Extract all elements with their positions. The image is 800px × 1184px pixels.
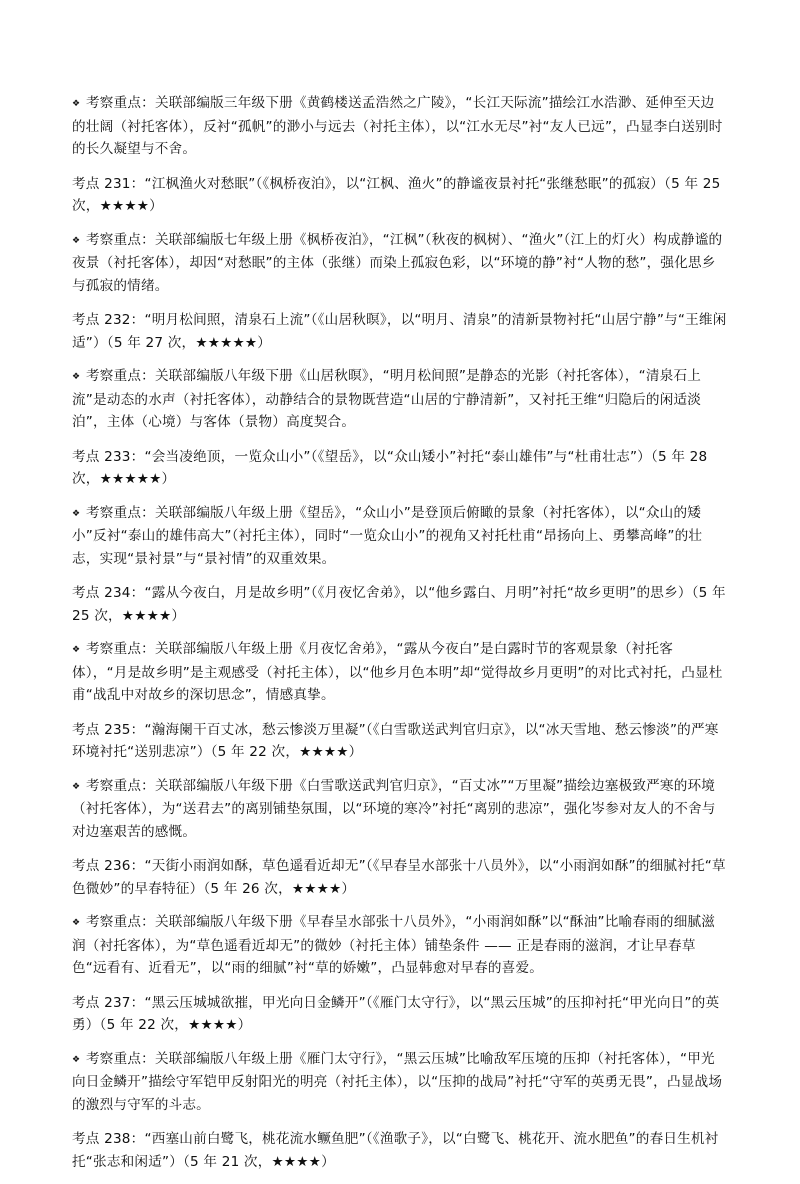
focus-text: 关联部编版三年级下册《黄鹤楼送孟浩然之广陵》，“长江天际流”描绘江水浩渺、延伸至天边的壮阔（衬托客体），反衬“孤帆”的渺小与远去（衬托主体），以“江水无尽”衬“友人已远”，凸显李白送别时的长久凝望与不舍。 xyxy=(72,95,723,157)
exam-point-paragraph xyxy=(72,173,728,218)
exam-point-paragraph xyxy=(72,855,728,900)
focus-label: 考察重点： xyxy=(86,641,155,657)
exam-point-text: “瀚海阑干百丈冰，愁云惨淡万里凝”（《白雪歌送武判官归京》，以“冰天雪地、愁云惨淡”的严寒环境衬托“送别悲凉”）（5 年 22 次，★★★★） xyxy=(72,721,719,760)
diamond-bullet-icon: ❖ xyxy=(72,918,81,928)
focus-label: 考察重点： xyxy=(86,95,155,111)
diamond-bullet-icon: ❖ xyxy=(72,99,81,109)
focus-paragraph xyxy=(72,502,728,571)
exam-point-label: 考点 231： xyxy=(72,175,145,192)
focus-paragraph xyxy=(72,1048,728,1117)
focus-label: 考察重点： xyxy=(86,914,155,930)
focus-label: 考察重点： xyxy=(86,1050,155,1067)
exam-point-text: “黑云压城城欲摧，甲光向日金鳞开”（《雁门太守行》，以“黑云压城”的压抑衬托“甲光向日”的英勇）（5 年 22 次，★★★★） xyxy=(72,994,720,1033)
exam-point-label: 考点 237： xyxy=(72,994,145,1011)
exam-point-text: “西塞山前白鹭飞，桃花流水鳜鱼肥”（《渔歌子》，以“白鹭飞、桃花开、流水肥鱼”的春日生机衬托“张志和闲适”）（5 年 21 次，★★★★） xyxy=(72,1131,719,1170)
focus-paragraph xyxy=(72,911,728,980)
diamond-bullet-icon: ❖ xyxy=(72,781,81,792)
focus-text: 关联部编版八年级下册《早春呈水部张十八员外》，“小雨润如酥”以“酥油”比喻春雨的细腻滋润（衬托客体），为“草色遥看近却无”的微妙（衬托主体）铺垫条件 —— 正是春雨的滋润，才让早春草色“远看有、近看无”，以“雨的细腻”衬“草的娇嫩”，凸显韩愈对早春的喜爱。 xyxy=(72,914,716,976)
exam-point-label: 考点 238： xyxy=(72,1131,145,1147)
diamond-bullet-icon: ❖ xyxy=(72,1054,81,1065)
focus-paragraph xyxy=(72,92,728,161)
diamond-bullet-icon: ❖ xyxy=(72,372,81,382)
focus-label: 考察重点： xyxy=(86,504,155,521)
exam-point-label: 考点 234： xyxy=(72,585,145,601)
diamond-bullet-icon: ❖ xyxy=(72,508,81,519)
exam-point-label: 考点 236： xyxy=(72,858,145,874)
focus-label: 考察重点： xyxy=(86,368,155,384)
diamond-bullet-icon: ❖ xyxy=(72,235,81,246)
exam-point-paragraph xyxy=(72,1128,728,1173)
focus-paragraph xyxy=(72,365,728,434)
exam-point-label: 考点 235： xyxy=(72,721,145,738)
exam-point-paragraph xyxy=(72,719,728,764)
focus-paragraph xyxy=(72,775,728,844)
document-page xyxy=(72,92,728,1184)
exam-point-paragraph xyxy=(72,446,728,491)
focus-text: 关联部编版八年级下册《白雪歌送武判官归京》，“百丈冰”“万里凝”描绘边塞极致严寒的环境（衬托客体），为“送君去”的离别铺垫氛围，以“环境的寒冷”衬托“离别的悲凉”，强化岑参对友人的不舍与对边塞艰苦的感慨。 xyxy=(72,777,716,840)
exam-point-label: 考点 233： xyxy=(72,448,145,465)
exam-point-paragraph xyxy=(72,992,728,1037)
exam-point-paragraph xyxy=(72,309,728,354)
exam-point-text: “江枫渔火对愁眠”（《枫桥夜泊》，以“江枫、渔火”的静谧夜景衬托“张继愁眠”的孤寂）（5 年 25 次，★★★★） xyxy=(72,175,721,214)
exam-point-paragraph xyxy=(72,582,728,627)
exam-point-text: “会当凌绝顶，一览众山小”（《望岳》，以“众山矮小”衬托“泰山雄伟”与“杜甫壮志”）（5 年 28 次，★★★★★） xyxy=(72,448,708,487)
focus-paragraph xyxy=(72,638,728,707)
exam-point-label: 考点 232： xyxy=(72,312,145,328)
focus-text: 关联部编版八年级上册《望岳》，“众山小”是登顶后俯瞰的景象（衬托客体），以“众山的矮小”反衬“泰山的雄伟高大”（衬托主体），同时“一览众山小”的视角又衬托杜甫“昂扬向上、勇攀高峰”的壮志，实现“景衬景”与“景衬情”的双重效果。 xyxy=(72,504,703,567)
exam-point-text: “露从今夜白，月是故乡明”（《月夜忆舍弟》，以“他乡露白、月明”衬托“故乡更明”的思乡）（5 年 25 次，★★★★） xyxy=(72,585,726,624)
diamond-bullet-icon: ❖ xyxy=(72,645,81,655)
focus-text: 关联部编版七年级上册《枫桥夜泊》，“江枫”（秋夜的枫树）、“渔火”（江上的灯火）构成静谧的夜景（衬托客体），却因“对愁眠”的主体（张继）而染上孤寂色彩，以“环境的静”衬“人物的愁”，强化思乡与孤寂的情绪。 xyxy=(72,231,723,294)
focus-text: 关联部编版八年级上册《雁门太守行》，“黑云压城”比喻敌军压境的压抑（衬托客体），“甲光向日金鳞开”描绘守军铠甲反射阳光的明亮（衬托主体），以“压抑的战局”衬托“守军的英勇无畏”，凸显战场的激烈与守军的斗志。 xyxy=(72,1050,723,1113)
focus-label: 考察重点： xyxy=(86,231,155,248)
exam-point-text: “天街小雨润如酥，草色遥看近却无”（《早春呈水部张十八员外》，以“小雨润如酥”的细腻衬托“草色微妙”的早春特征）（5 年 26 次，★★★★） xyxy=(72,858,726,897)
focus-text: 关联部编版八年级下册《山居秋暝》，“明月松间照”是静态的光影（衬托客体），“清泉石上流”是动态的水声（衬托客体），动静结合的景物既营造“山居的宁静清新”，又衬托王维“归隐后的闲适淡泊”，主体（心境）与客体（景物）高度契合。 xyxy=(72,368,702,430)
focus-paragraph xyxy=(72,229,728,298)
focus-text: 关联部编版八年级上册《月夜忆舍弟》，“露从今夜白”是白露时节的客观景象（衬托客体），“月是故乡明”是主观感受（衬托主体），以“他乡月色本明”却“觉得故乡月更明”的对比式衬托，凸显杜甫“战乱中对故乡的深切思念”，情感真挚。 xyxy=(72,641,723,703)
exam-point-text: “明月松间照，清泉石上流”（《山居秋暝》，以“明月、清泉”的清新景物衬托“山居宁静”与“王维闲适”）（5 年 27 次，★★★★★） xyxy=(72,312,727,351)
focus-label: 考察重点： xyxy=(86,777,155,794)
